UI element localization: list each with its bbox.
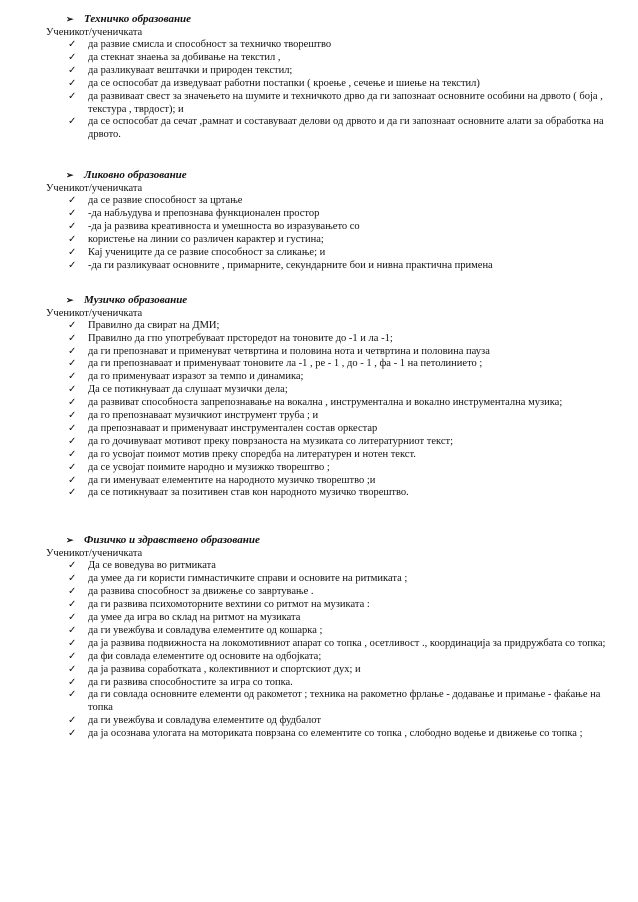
list-item: ✓ да ја развива соработката , колективниот и спортскиот дух; и <box>68 663 361 675</box>
list-item: ✓ да стекнат знаења за добивање на текстил , <box>68 51 281 63</box>
list-item: ✓ да развиват способноста запрепознавање на вокална , инструментална и вокално инструментална музика; <box>68 397 563 409</box>
list-item: ✓ да се оспособат да изведуваат работни постапки ( кроење , сечење и шиење на текстил) <box>68 77 480 89</box>
checkmark-icon: ✓ <box>68 560 77 572</box>
section-title-text: Физичко и здравствено образование <box>84 534 260 547</box>
checkmark-icon: ✓ <box>68 573 77 585</box>
list-item: ✓ да развие смисла и способност за техничко творештво <box>68 39 332 50</box>
list-item: ✓ да ја осознава улогата на моториката поврзана со елементите со топка , слободно водење и движење со топка ; <box>68 728 583 740</box>
list-item: ✓ да умее да игра во склад на ритмот на музиката <box>68 612 301 623</box>
list-item: ✓ да ги совлада основните елементи од ракометот ; техника на ракометно фрлање - додавање и примање - фаќање на топка <box>68 689 601 714</box>
arrow-bullet-icon: ➢ <box>66 170 74 181</box>
objective-list <box>46 195 618 272</box>
list-item: ✓ -да набљудува и препознава функционален простор <box>68 208 320 220</box>
list-item: ✓ да ги увежбува и совладува елементите од кошарка ; <box>68 624 323 636</box>
list-item: ✓ да препознаваат и применуваат инструментален состав оркестар <box>68 422 378 434</box>
checkmark-icon: ✓ <box>68 233 77 245</box>
checkmark-icon: ✓ <box>68 689 77 701</box>
checkmark-icon: ✓ <box>68 487 77 499</box>
list-item: ✓ да се усвојат поимите народно и музижко творештво ; <box>68 461 330 473</box>
section-title <box>46 534 618 547</box>
subject-label: Ученикот/ученичката <box>46 307 143 319</box>
list-item: ✓ да ги препознаваат и применуваат тоновите ла -1 , ре - 1 , до - 1 , фа - 1 на петолинието ; <box>68 358 483 370</box>
checkmark-icon: ✓ <box>68 586 77 598</box>
checkmark-icon: ✓ <box>68 332 77 344</box>
subject-label: Ученикот/ученичката <box>46 183 143 195</box>
list-item: ✓ -да ја развива креативноста и умешноста во изразувањето со <box>68 221 360 233</box>
list-item: ✓ да ја развива подвижноста на локомотивниот апарат со топка , осетливост ., координација за придружбата со топка; <box>68 637 606 649</box>
checkmark-icon: ✓ <box>68 410 77 422</box>
checkmark-icon: ✓ <box>68 259 77 271</box>
objective-list <box>46 320 618 501</box>
checkmark-icon: ✓ <box>68 624 77 636</box>
checkmark-icon: ✓ <box>68 461 77 473</box>
checkmark-icon: ✓ <box>68 358 77 370</box>
list-item: ✓ Правилно да гпо употребуваат прсторедот на тоновите до -1 и ла -1; <box>68 332 393 344</box>
list-item: ✓ да го применуваат изразот за темпо и динамика; <box>68 371 304 383</box>
subject-label: Ученикот/ученичката <box>46 27 143 38</box>
checkmark-icon: ✓ <box>68 448 77 460</box>
checkmark-icon: ✓ <box>68 77 77 89</box>
section-technical-education <box>46 13 618 142</box>
checkmark-icon: ✓ <box>68 195 77 207</box>
subject-label: Ученикот/ученичката <box>46 548 143 560</box>
list-item: ✓ да ги развива психомоторните вехтини со ритмот на музиката : <box>68 599 370 611</box>
checkmark-icon: ✓ <box>68 345 77 357</box>
checkmark-icon: ✓ <box>68 319 77 331</box>
checkmark-icon: ✓ <box>68 397 77 409</box>
list-item: ✓ да се оспособат да сечат ,рамнат и составуваат делови од дрвото и да ги запознаат основните алати за обработка на дрвото. <box>68 116 604 141</box>
section-music-education <box>46 294 618 501</box>
checkmark-icon: ✓ <box>68 435 77 447</box>
checkmark-icon: ✓ <box>68 663 77 675</box>
objective-list <box>46 560 618 741</box>
checkmark-icon: ✓ <box>68 599 77 611</box>
section-title-text: Техничко образование <box>84 13 192 25</box>
list-item: ✓ да развиваат свест за значењето на шумите и техничкото дрво да ги запознаат основните особини на дрвото ( боја , текстура , тврдост); и <box>68 90 603 115</box>
list-item: ✓ да умее да ги користи гимнастичките справи и основите на ритмиката ; <box>68 573 408 585</box>
document-page <box>46 13 618 741</box>
list-item: ✓ Правилно да свират на ДМИ; <box>68 319 220 331</box>
list-item: ✓ Да се воведува во ритмиката <box>68 560 216 572</box>
section-title-text: Ликовно образование <box>84 169 187 182</box>
list-item: ✓ да го дочивуваат мотивот преку поврзаноста на музиката со литературниот текст; <box>68 435 453 447</box>
checkmark-icon: ✓ <box>68 246 77 258</box>
checkmark-icon: ✓ <box>68 384 77 396</box>
section-title <box>46 13 618 26</box>
checkmark-icon: ✓ <box>68 637 77 649</box>
list-item: ✓ користење на линии со различен карактер и густина; <box>68 233 324 245</box>
checkmark-icon: ✓ <box>68 221 77 233</box>
checkmark-icon: ✓ <box>68 728 77 740</box>
list-item: ✓ да се потикнуваат за позитивен став кон народното музичко творештво. <box>68 487 409 499</box>
checkmark-icon: ✓ <box>68 474 77 486</box>
section-title-text: Музичко образование <box>84 293 188 306</box>
checkmark-icon: ✓ <box>68 39 77 50</box>
list-item: ✓ -да ги разликуваат основните , примарните, секундарните бои и нивна практична примена <box>68 259 493 271</box>
checkmark-icon: ✓ <box>68 676 77 688</box>
list-item: ✓ да ги препознават и применуват четвртина и половина нота и четвртина и половина пауза <box>68 345 490 357</box>
list-item: ✓ да го усвојат поимот мотив преку споредба на литературен и нотен текст. <box>68 448 416 460</box>
checkmark-icon: ✓ <box>68 64 77 76</box>
list-item: ✓ да фи совлада елементите од основите на одбојката; <box>68 650 322 662</box>
objective-list <box>46 39 618 142</box>
list-item: ✓ да ги увежбува и совладува елементите од фудбалот <box>68 715 321 727</box>
checkmark-icon: ✓ <box>68 650 77 662</box>
list-item: ✓ да разликуваат вештачки и природен текстил; <box>68 64 293 76</box>
section-physical-health-education <box>46 534 618 741</box>
list-item: ✓ Кај учениците да се развие способност за сликање; и <box>68 246 326 258</box>
checkmark-icon: ✓ <box>68 715 77 727</box>
arrow-bullet-icon: ➢ <box>66 294 74 305</box>
section-title <box>46 294 618 307</box>
arrow-bullet-icon: ➢ <box>66 535 74 546</box>
checkmark-icon: ✓ <box>68 116 77 128</box>
checkmark-icon: ✓ <box>68 51 77 63</box>
list-item: ✓ да го препознаваат музичкиот инструмент труба ; и <box>68 410 319 422</box>
list-item: ✓ да ги развива способностите за игра со топка. <box>68 676 293 688</box>
list-item: ✓ Да се потикнуваат да слушаат музички дела; <box>68 384 288 396</box>
checkmark-icon: ✓ <box>68 371 77 383</box>
checkmark-icon: ✓ <box>68 208 77 220</box>
checkmark-icon: ✓ <box>68 612 77 623</box>
arrow-bullet-icon: ➢ <box>66 14 74 24</box>
list-item: ✓ да развива способност за движење со завртување . <box>68 586 314 598</box>
section-title <box>46 169 618 182</box>
section-art-education <box>46 169 618 272</box>
list-item: ✓ да се развие способност за цртање <box>68 195 243 207</box>
checkmark-icon: ✓ <box>68 422 77 434</box>
checkmark-icon: ✓ <box>68 90 77 102</box>
list-item: ✓ да ги именуваат елементите на народното музичко творештво ;и <box>68 474 376 486</box>
